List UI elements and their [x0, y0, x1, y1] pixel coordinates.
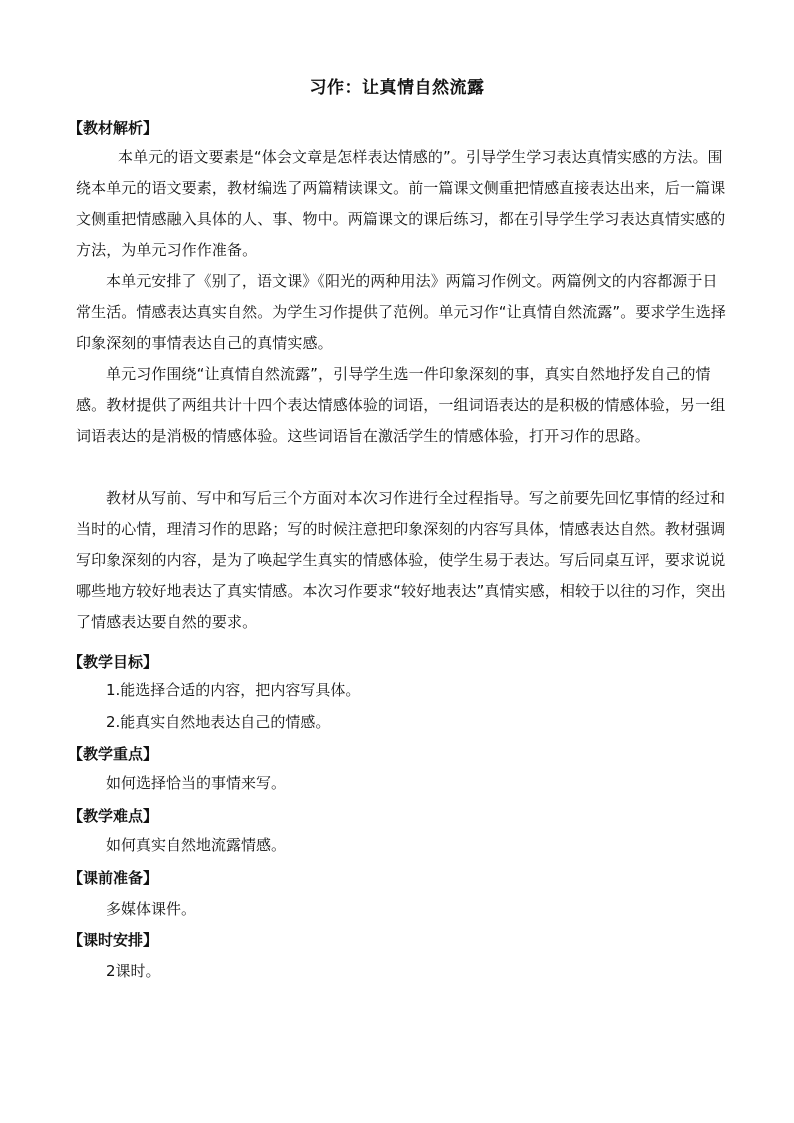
- analysis-paragraph-1: 本单元的语文要素是“体会文章是怎样表达情感的”。引导学生学习表达真情实感的方法。围绕本单元的语文要素，教材编选了两篇精读课文。前一篇课文侧重把情感直接表达出来，后一篇课文侧重把情感融入具体的人、事、物中。两篇课文的课后练习，都在引导学生学习表达真情实感的方法，为单元习作作准备。: [76, 148, 726, 259]
- section-heading-preparation: 【课前准备】: [68, 869, 159, 887]
- goal-item-1: 1.能选择合适的内容，把内容写具体。: [106, 681, 361, 699]
- analysis-paragraph-2: 本单元安排了《别了，语文课》《阳光的两种用法》两篇习作例文。两篇例文的内容都源于日常生活。情感表达真实自然。为学生习作提供了范例。单元习作“让真情自然流露”。要求学生选择印象深刻的事情表达自己的真情实感。: [76, 272, 726, 352]
- goal-item-2: 2.能真实自然地表达自己的情感。: [106, 713, 331, 731]
- preparation-text: 多媒体课件。: [106, 900, 197, 918]
- section-heading-analysis: 【教材解析】: [68, 119, 159, 137]
- schedule-text: 2课时。: [106, 962, 161, 980]
- key-point-text: 如何选择恰当的事情来写。: [106, 774, 287, 792]
- section-heading-difficulty: 【教学难点】: [68, 807, 159, 825]
- analysis-paragraph-3: 单元习作围绕“让真情自然流露”，引导学生选一件印象深刻的事，真实自然地抒发自己的情感。教材提供了两组共计十四个表达情感体验的词语，一组词语表达的是积极的情感体验，另一组词语表达的是消极的情感体验。这些词语旨在激活学生的情感体验，打开习作的思路。: [76, 365, 726, 445]
- analysis-paragraph-4: 教材从写前、写中和写后三个方面对本次习作进行全过程指导。写之前要先回忆事情的经过和当时的心情，理清习作的思路；写的时候注意把印象深刻的内容写具体，情感表达自然。教材强调写印象深刻的内容，是为了唤起学生真实的情感体验，使学生易于表达。写后同桌互评，要求说说哪些地方较好地表达了真实情感。本次习作要求“较好地表达”真情实感，相较于以往的习作，突出了情感表达要自然的要求。: [76, 489, 726, 631]
- section-heading-schedule: 【课时安排】: [68, 931, 159, 949]
- difficulty-text: 如何真实自然地流露情感。: [106, 836, 287, 854]
- document-title: 习作：让真情自然流露: [309, 78, 485, 98]
- section-heading-goals: 【教学目标】: [68, 653, 159, 671]
- section-heading-key-point: 【教学重点】: [68, 745, 159, 763]
